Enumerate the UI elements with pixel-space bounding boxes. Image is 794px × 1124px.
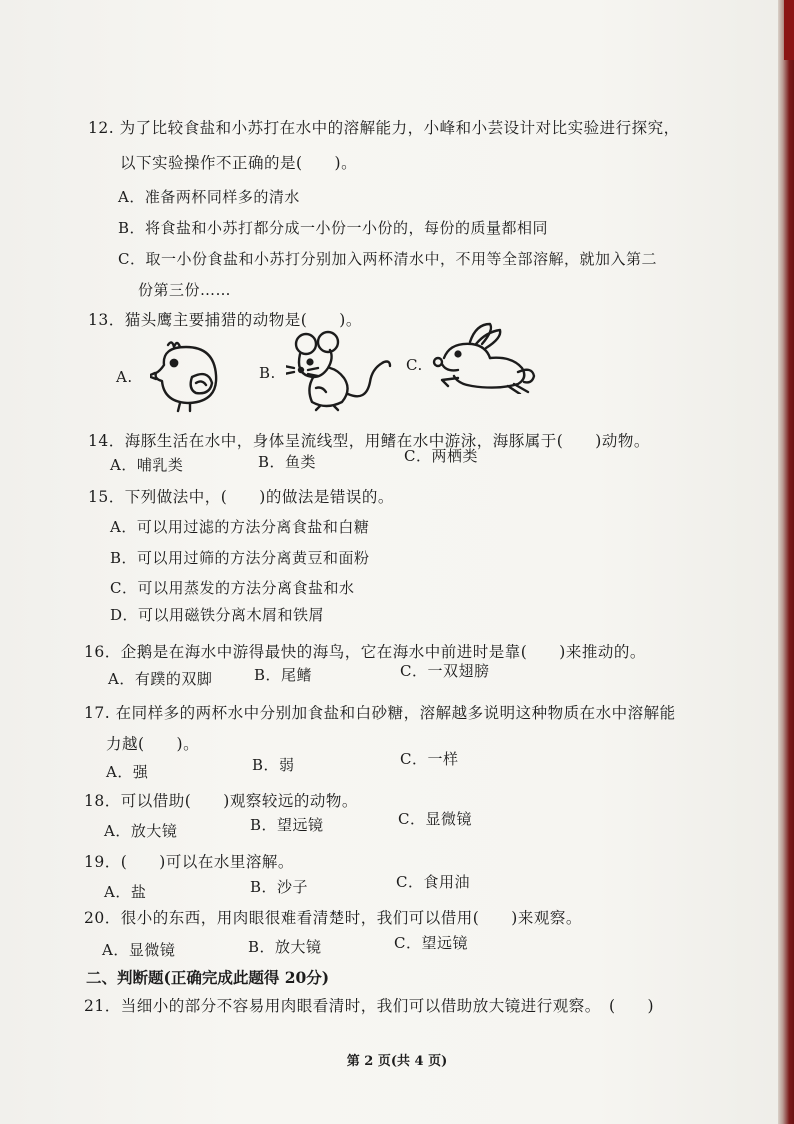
page-edge-stripe <box>778 0 794 1124</box>
question-15-option-a: A．可以用过滤的方法分离食盐和白糖 <box>110 518 370 536</box>
question-17-option-b: B．弱 <box>252 756 295 774</box>
question-19-stem: 19．( )可以在水里溶解。 <box>84 853 294 871</box>
chick-icon <box>150 335 232 413</box>
question-20-option-c: C．望远镜 <box>394 934 468 952</box>
page-edge-corner <box>784 0 794 60</box>
question-15-option-c: C．可以用蒸发的方法分离食盐和水 <box>110 579 355 597</box>
question-15-option-d: D．可以用磁铁分离木屑和铁屑 <box>110 606 325 624</box>
section-2-title: 二、判断题(正确完成此题得 20分) <box>86 968 330 987</box>
rabbit-icon <box>428 322 538 394</box>
question-12-option-a: A．准备两杯同样多的清水 <box>118 188 300 206</box>
question-20-option-a: A．显微镜 <box>102 941 176 959</box>
question-12-stem-cont: 以下实验操作不正确的是( )。 <box>120 154 358 172</box>
question-13-option-a-label: A. <box>116 368 133 386</box>
question-17-option-a: A．强 <box>106 763 149 781</box>
question-19-option-c: C．食用油 <box>396 873 470 891</box>
question-18-option-b: B．望远镜 <box>250 816 324 834</box>
question-20-option-b: B．放大镜 <box>248 938 322 956</box>
question-13-stem: 13．猫头鹰主要捕猎的动物是( )。 <box>88 311 362 329</box>
question-18-option-a: A．放大镜 <box>104 822 178 840</box>
question-16-option-a: A．有蹼的双脚 <box>108 670 213 688</box>
mouse-icon <box>286 330 392 412</box>
question-21-stem: 21．当细小的部分不容易用肉眼看清时，我们可以借助放大镜进行观察。 ( ) <box>84 997 655 1015</box>
question-12-option-c-cont: 份第三份…… <box>138 281 232 299</box>
question-19-option-b: B．沙子 <box>250 878 309 896</box>
question-15-option-b: B．可以用过筛的方法分离黄豆和面粉 <box>110 549 370 567</box>
question-13-option-b-label: B. <box>259 364 276 382</box>
question-16-stem: 16．企鹅是在海水中游得最快的海鸟，它在海水中前进时是靠( )来推动的。 <box>84 643 646 661</box>
question-13-option-c-label: C. <box>406 356 423 374</box>
question-14-option-b: B．鱼类 <box>258 453 317 471</box>
question-14-option-c: C．两栖类 <box>404 447 478 465</box>
question-12-stem: 12. 为了比较食盐和小苏打在水中的溶解能力，小峰和小芸设计对比实验进行探究， <box>88 119 680 137</box>
page-number-footer: 第 2 页(共 4 页) <box>346 1054 448 1069</box>
question-19-option-a: A．盐 <box>104 883 147 901</box>
question-12-option-c: C．取一小份食盐和小苏打分别加入两杯清水中，不用等全部溶解，就加入第二 <box>118 250 657 268</box>
question-20-stem: 20．很小的东西，用肉眼很难看清楚时，我们可以借用( )来观察。 <box>84 909 582 927</box>
question-14-option-a: A．哺乳类 <box>110 456 184 474</box>
question-17-stem-cont: 力越( )。 <box>106 735 200 753</box>
question-18-option-c: C．显微镜 <box>398 810 472 828</box>
question-18-stem: 18．可以借助( )观察较远的动物。 <box>84 792 358 810</box>
question-16-option-c: C．一双翅膀 <box>400 662 490 680</box>
question-15-stem: 15．下列做法中，( )的做法是错误的。 <box>88 488 394 506</box>
question-14-stem: 14．海豚生活在水中，身体呈流线型，用鳍在水中游泳，海豚属于( )动物。 <box>88 432 650 450</box>
question-17-option-c: C．一样 <box>400 750 459 768</box>
question-17-stem: 17. 在同样多的两杯水中分别加食盐和白砂糖，溶解越多说明这种物质在水中溶解能 <box>84 704 676 722</box>
question-16-option-b: B．尾鳍 <box>254 666 313 684</box>
question-12-option-b: B．将食盐和小苏打都分成一小份一小份的，每份的质量都相同 <box>118 219 549 237</box>
